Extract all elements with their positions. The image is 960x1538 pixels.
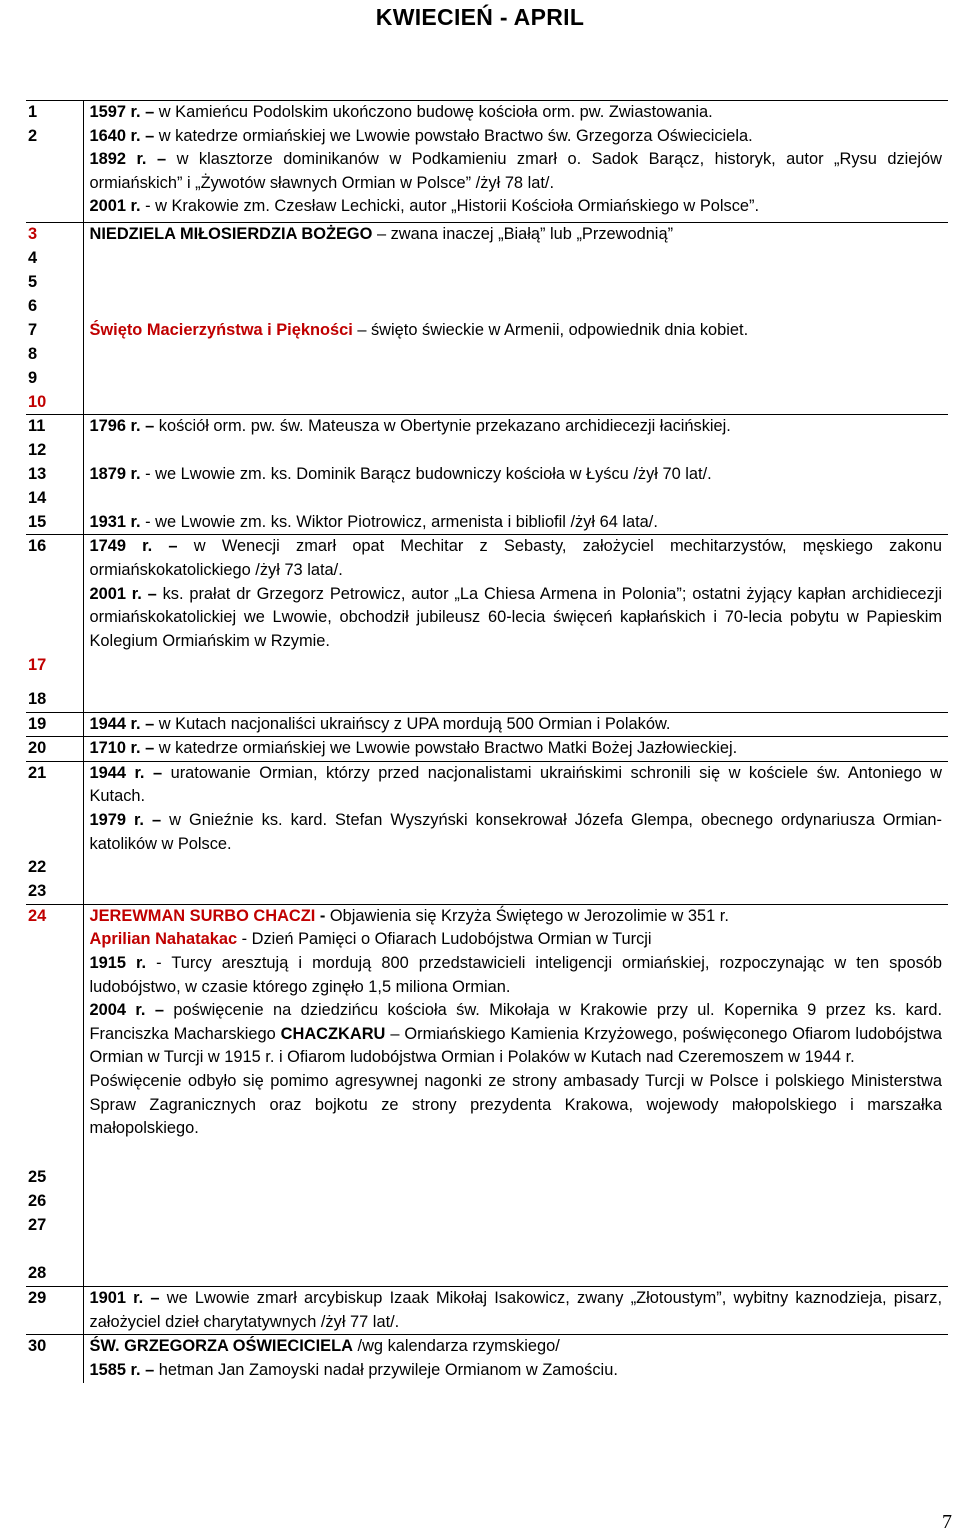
- entry-emphasis: 1944 r. –: [89, 714, 155, 733]
- day-entries: [83, 295, 948, 319]
- day-number: 23: [26, 880, 83, 904]
- calendar-row: [26, 712, 948, 737]
- day-entries: [83, 737, 948, 762]
- calendar-row: [26, 1166, 948, 1190]
- day-entries: [83, 125, 948, 223]
- day-number: 4: [26, 247, 83, 271]
- entry: [90, 1287, 943, 1334]
- day-entries: [83, 761, 948, 856]
- entry-text: - Dzień Pamięci o Ofiarach Ludobójstwa Ormian w Turcji: [237, 930, 652, 949]
- calendar-row: [26, 247, 948, 271]
- entry: [90, 999, 943, 1070]
- day-entries: [83, 1262, 948, 1286]
- entry-emphasis: ŚW. GRZEGORZA OŚWIECICIELA: [89, 1337, 353, 1356]
- entry: [90, 195, 943, 219]
- entry-emphasis: 1710 r. –: [89, 739, 155, 758]
- day-number: 27: [26, 1214, 83, 1262]
- day-entries: [83, 1190, 948, 1214]
- day-number: 14: [26, 487, 83, 511]
- entry-text: w klasztorze dominikanów w Podkamieniu zmarł o. Sadok Barącz, historyk, autor „Rysu dziejów ormiańskich” i „Żywotów sławnych Ormian w Polsce” /żył 78 lat/.: [89, 150, 942, 192]
- entry-text: hetman Jan Zamoyski nadał przywileje Ormianom w Zamościu.: [154, 1360, 618, 1379]
- entry: [90, 125, 943, 149]
- page-title: KWIECIEŃ - APRIL: [375, 4, 585, 30]
- entry-text: /wg kalendarza rzymskiego/: [352, 1337, 560, 1356]
- day-entries: [83, 1166, 948, 1190]
- day-number: 12: [26, 439, 83, 463]
- day-number: 22: [26, 856, 83, 880]
- day-number: 18: [26, 688, 83, 712]
- entry: [90, 535, 943, 582]
- day-entries: [83, 463, 948, 487]
- day-entries: [83, 1335, 948, 1383]
- calendar-row: [26, 463, 948, 487]
- calendar-row: [26, 101, 948, 125]
- entry: [90, 148, 943, 195]
- entry-emphasis: Aprilian Nahatakac: [89, 930, 238, 949]
- day-number: 24: [26, 904, 83, 1166]
- entry-emphasis: 1879 r.: [89, 464, 141, 483]
- calendar-table: [26, 100, 948, 1383]
- entry-text: Poświęcenie odbyło się pomimo agresywnej nagonki ze strony ambasady Turcji w Polsce i polskiego Ministerstwa Spraw Zagranicznych oraz bojkotu ze strony prezydenta Krakowa, wojewody małopolskiego i marszałka małopolskiego.: [89, 1072, 942, 1138]
- entry-emphasis: 1979 r. –: [89, 810, 162, 829]
- entry-text: kościół orm. pw. św. Mateusza w Obertynie przekazano archidiecezji łacińskiej.: [154, 417, 731, 436]
- day-number: 10: [26, 391, 83, 415]
- entry: [90, 737, 943, 761]
- day-number: 19: [26, 712, 83, 737]
- entry-text: – zwana inaczej „Białą” lub „Przewodnią”: [372, 225, 674, 244]
- entry-text: uratowanie Ormian, którzy przed nacjonalistami ukraińskimi schronili się w kościele św. Antoniego w Kutach.: [89, 763, 943, 806]
- entry: [90, 583, 943, 654]
- entry-text: w Wenecji zmarł opat Mechitar z Sebasty, założyciel mechitarzystów, męskiego zakonu ormiańskokatolickiego /żył 73 lata/.: [89, 537, 942, 580]
- day-entries: [83, 712, 948, 737]
- day-number: 11: [26, 415, 83, 439]
- day-entries: [83, 904, 948, 1166]
- entry-emphasis: 1892 r. –: [89, 150, 167, 169]
- entry-text: ks. prałat dr Grzegorz Petrowicz, autor „La Chiesa Armena in Polonia”; ostatni żyjący kapłan archidiecezji ormiańskokatolickiej we Lwowie, obchodził jubileusz 60-lecia święceń kapłańskich i 70-lecia pobytu w Papieskim Kolegium Ormiańskim w Rzymie.: [89, 584, 942, 650]
- day-entries: [83, 391, 948, 415]
- entry: [90, 223, 943, 247]
- entry-text: w katedrze ormiańskiej we Lwowie powstało Bractwo Matki Bożej Jazłowieckiej.: [154, 739, 738, 758]
- day-entries: [83, 247, 948, 271]
- entry-text: - Turcy aresztują i mordują 800 przedstawicieli inteligencji ormiańskiej, rozpoczynając w ten sposób ludobójstwo, w czasie którego zginęło 1,5 miliona Ormian.: [89, 954, 942, 996]
- day-entries: [83, 101, 948, 125]
- day-entries: [83, 511, 948, 535]
- entry-text: w katedrze ormiańskiej we Lwowie powstało Bractwo św. Grzegorza Oświeciciela.: [154, 126, 753, 145]
- day-number: 25: [26, 1166, 83, 1190]
- entry-text: – Ormiańskiego Kamienia Krzyżowego, poświęconego Ofiarom ludobójstwa Ormian w Turcji w 1915 r. i Ofiarom ludobójstwa Ormian i Polaków w Kutach nad Czeremoszem w 1944 r.: [89, 1024, 942, 1067]
- entry-emphasis: 1915 r.: [89, 954, 147, 973]
- day-entries: [83, 880, 948, 904]
- entry: [90, 1335, 943, 1359]
- calendar-row: [26, 737, 948, 762]
- calendar-row: [26, 295, 948, 319]
- entry-emphasis: 1796 r. –: [89, 417, 155, 436]
- entry-text: poświęcenie na dziedzińcu kościoła św. Mikołaja w Krakowie przy ul. Kopernika 9 przez ks. kard. Franciszka Macharskiego: [89, 1001, 943, 1043]
- calendar-row: [26, 1335, 948, 1383]
- entry-text: - we Lwowie zm. ks. Dominik Barącz budowniczy kościoła w Łyścu /żył 70 lat/.: [140, 464, 712, 483]
- day-entries: [83, 856, 948, 880]
- day-number: 8: [26, 343, 83, 367]
- day-entries: [83, 415, 948, 439]
- entry-emphasis: 1901 r. –: [89, 1288, 160, 1307]
- day-entries: [83, 439, 948, 463]
- entry: [90, 905, 943, 929]
- calendar-row: [26, 1262, 948, 1286]
- entry-emphasis: 2004 r. –: [89, 1001, 164, 1020]
- day-entries: [83, 223, 948, 247]
- calendar-row: [26, 487, 948, 511]
- day-number: 26: [26, 1190, 83, 1214]
- entry: [90, 1359, 943, 1383]
- entry-emphasis: 1749 r. –: [89, 537, 178, 556]
- day-number: 9: [26, 367, 83, 391]
- entry-emphasis: 1931 r.: [89, 512, 141, 531]
- day-number: 7: [26, 319, 83, 343]
- day-number: 17: [26, 654, 83, 688]
- day-number: 20: [26, 737, 83, 762]
- calendar-row: [26, 367, 948, 391]
- day-number: 28: [26, 1262, 83, 1286]
- entry-text: w Gnieźnie ks. kard. Stefan Wyszyński konsekrował Józefa Glempa, obecnego ordynariusza Ormian-katolików w Polsce.: [89, 810, 942, 853]
- entry-emphasis: 1944 r. –: [89, 763, 163, 782]
- day-number: 13: [26, 463, 83, 487]
- entry-text: w Kamieńcu Podolskim ukończono budowę kościoła orm. pw. Zwiastowania.: [154, 103, 713, 121]
- entry-emphasis: 1597 r. –: [89, 103, 155, 121]
- calendar-row: [26, 511, 948, 535]
- entry-text: we Lwowie zmarł arcybiskup Izaak Mikołaj Isakowicz, zwany „Złotoustym”, wybitny kaznodzieja, pisarz, założyciel dzieł charytatywnych /żył 77 lat/.: [89, 1288, 942, 1331]
- calendar-row: [26, 1214, 948, 1262]
- day-entries: [83, 271, 948, 295]
- entry-emphasis: -: [315, 906, 330, 925]
- day-entries: [83, 367, 948, 391]
- entry: [90, 463, 943, 487]
- day-number: 1: [26, 101, 83, 125]
- entry-emphasis: CHACZKARU: [280, 1024, 386, 1043]
- calendar-row: [26, 1286, 948, 1334]
- entry: [90, 809, 943, 856]
- entry-emphasis: 1585 r. –: [89, 1360, 155, 1379]
- day-entries: [83, 487, 948, 511]
- page-number: 7: [942, 1511, 952, 1533]
- day-number: 2: [26, 125, 83, 223]
- entry-emphasis: 2001 r. –: [89, 584, 157, 603]
- calendar-row: [26, 856, 948, 880]
- calendar-row: [26, 761, 948, 856]
- entry: [90, 511, 943, 535]
- entry-emphasis: JEREWMAN SURBO CHACZI: [89, 906, 316, 925]
- calendar-row: [26, 688, 948, 712]
- day-entries: [83, 343, 948, 367]
- calendar-row: [26, 535, 948, 654]
- calendar-row: [26, 343, 948, 367]
- day-entries: [83, 654, 948, 688]
- day-number: 21: [26, 761, 83, 856]
- calendar-row: [26, 271, 948, 295]
- day-entries: [83, 688, 948, 712]
- entry: [90, 319, 943, 343]
- day-entries: [83, 1214, 948, 1262]
- entry: [90, 101, 943, 125]
- calendar-row: [26, 904, 948, 1166]
- calendar-row: [26, 223, 948, 247]
- day-entries: [83, 535, 948, 654]
- entry-emphasis: NIEDZIELA MIŁOSIERDZIA BOŻEGO: [89, 225, 373, 244]
- day-entries: [83, 1286, 948, 1334]
- day-number: 15: [26, 511, 83, 535]
- day-number: 5: [26, 271, 83, 295]
- calendar-row: [26, 125, 948, 223]
- day-number: 16: [26, 535, 83, 654]
- day-entries: [83, 319, 948, 343]
- entry: [90, 952, 943, 999]
- entry: [90, 1070, 943, 1141]
- entry: [90, 415, 943, 439]
- day-number: 6: [26, 295, 83, 319]
- entry-emphasis: 1640 r. –: [89, 126, 155, 145]
- entry-emphasis: 2001 r.: [89, 197, 141, 216]
- day-number: 30: [26, 1335, 83, 1383]
- entry-emphasis: Święto Macierzyństwa i Piękności: [89, 320, 353, 339]
- entry-text: w Kutach nacjonaliści ukraińscy z UPA mordują 500 Ormian i Polaków.: [154, 714, 671, 733]
- entry-text: - we Lwowie zm. ks. Wiktor Piotrowicz, armenista i bibliofil /żył 64 lata/.: [140, 512, 658, 531]
- day-number: 29: [26, 1286, 83, 1334]
- calendar-row: [26, 391, 948, 415]
- entry: [90, 762, 943, 809]
- entry: [90, 713, 943, 737]
- calendar-row: [26, 654, 948, 688]
- entry-text: - w Krakowie zm. Czesław Lechicki, autor „Historii Kościoła Ormiańskiego w Polsce”.: [140, 197, 760, 216]
- calendar-row: [26, 415, 948, 439]
- calendar-row: [26, 319, 948, 343]
- entry-text: – święto świeckie w Armenii, odpowiednik dnia kobiet.: [352, 320, 749, 339]
- entry-text: Objawienia się Krzyża Świętego w Jerozolimie w 351 r.: [329, 906, 729, 925]
- calendar-row: [26, 1190, 948, 1214]
- day-number: 3: [26, 223, 83, 247]
- calendar-row: [26, 880, 948, 904]
- entry: [90, 928, 943, 952]
- calendar-row: [26, 439, 948, 463]
